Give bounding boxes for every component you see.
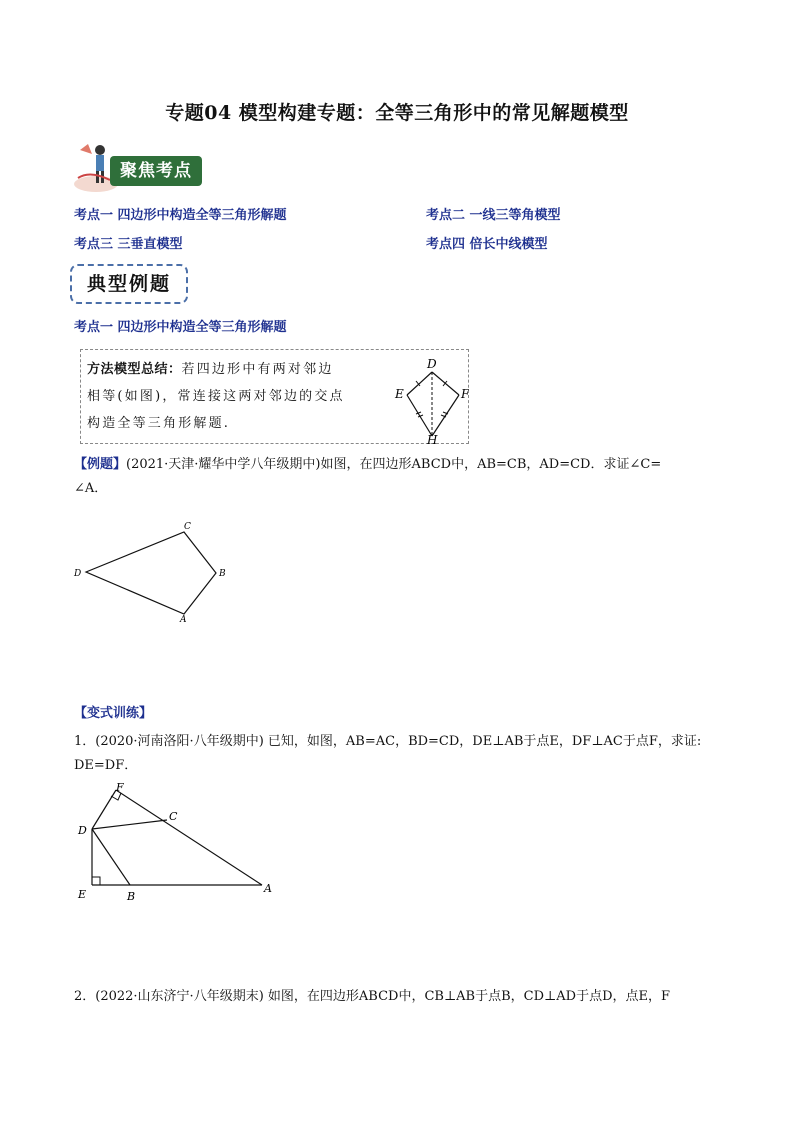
example-problem — [74, 453, 714, 501]
tri-label-f: F — [116, 782, 124, 794]
kaodian-link-4[interactable]: 考点四 倍长中线模型 — [426, 237, 548, 252]
typical-examples-heading: 典型例题 — [70, 264, 188, 304]
kaodian-link-1[interactable]: 考点一 四边形中构造全等三角形解题 — [74, 208, 287, 223]
method-line2: 相等(如图)，常连接这两对邻边的交点 — [87, 389, 345, 404]
method-heading: 方法模型总结： — [87, 362, 182, 377]
tri-label-a: A — [264, 882, 272, 895]
method-summary-text — [87, 356, 379, 437]
q1-text-1: 1．(2020·河南洛阳·八年级期中) 已知，如图，AB=AC，BD=CD，DE⊥AB于点E，DF⊥AC于点F，求证: — [74, 734, 702, 749]
triangle-dfca-diagram — [72, 782, 282, 906]
quad-label-a: A — [180, 615, 187, 625]
example-source: (2021·天津·耀华中学八年级期中) — [126, 457, 321, 472]
method-line3: 构造全等三角形解题. — [87, 416, 231, 431]
kite-label-d: D — [427, 357, 437, 371]
kite-label-f: F — [461, 387, 469, 401]
focus-banner — [70, 140, 204, 194]
example-tag: 【例题】 — [74, 457, 127, 472]
kaodian-link-2[interactable]: 考点二 一线三等角模型 — [426, 208, 561, 223]
example-text-2: ∠A． — [74, 481, 108, 496]
quad-label-b: B — [219, 569, 226, 579]
variant-question-1 — [74, 730, 724, 778]
kite-diagram — [387, 352, 469, 444]
focus-banner-label: 聚焦考点 — [110, 156, 202, 186]
method-line1: 若四边形中有两对邻边 — [181, 362, 334, 377]
tri-label-b: B — [127, 890, 136, 903]
tri-label-e: E — [78, 888, 87, 901]
method-summary-box — [80, 349, 469, 444]
q1-text-2: DE=DF． — [74, 758, 138, 773]
quad-label-c: C — [184, 522, 191, 532]
kite-label-e: E — [395, 387, 404, 401]
tri-label-c: C — [169, 810, 178, 823]
kaodian-link-3[interactable]: 考点三 三垂直模型 — [74, 237, 183, 252]
quadrilateral-abcd-diagram — [70, 518, 240, 628]
example-text-1: 如图，在四边形ABCD中，AB=CB，AD=CD．求证∠C= — [320, 457, 662, 472]
quad-label-d: D — [74, 569, 82, 579]
tri-label-d: D — [78, 824, 87, 837]
variant-training-heading: 【变式训练】 — [74, 706, 153, 721]
page-title: 专题04 模型构建专题：全等三角形中的常见解题模型 — [165, 102, 629, 124]
variant-question-2: 2．(2022·山东济宁·八年级期末) 如图，在四边形ABCD中，CB⊥AB于点B，CD⊥AD于点D，点E，F — [74, 989, 671, 1004]
kite-label-h: H — [427, 433, 438, 444]
section1-heading: 考点一 四边形中构造全等三角形解题 — [74, 320, 287, 335]
